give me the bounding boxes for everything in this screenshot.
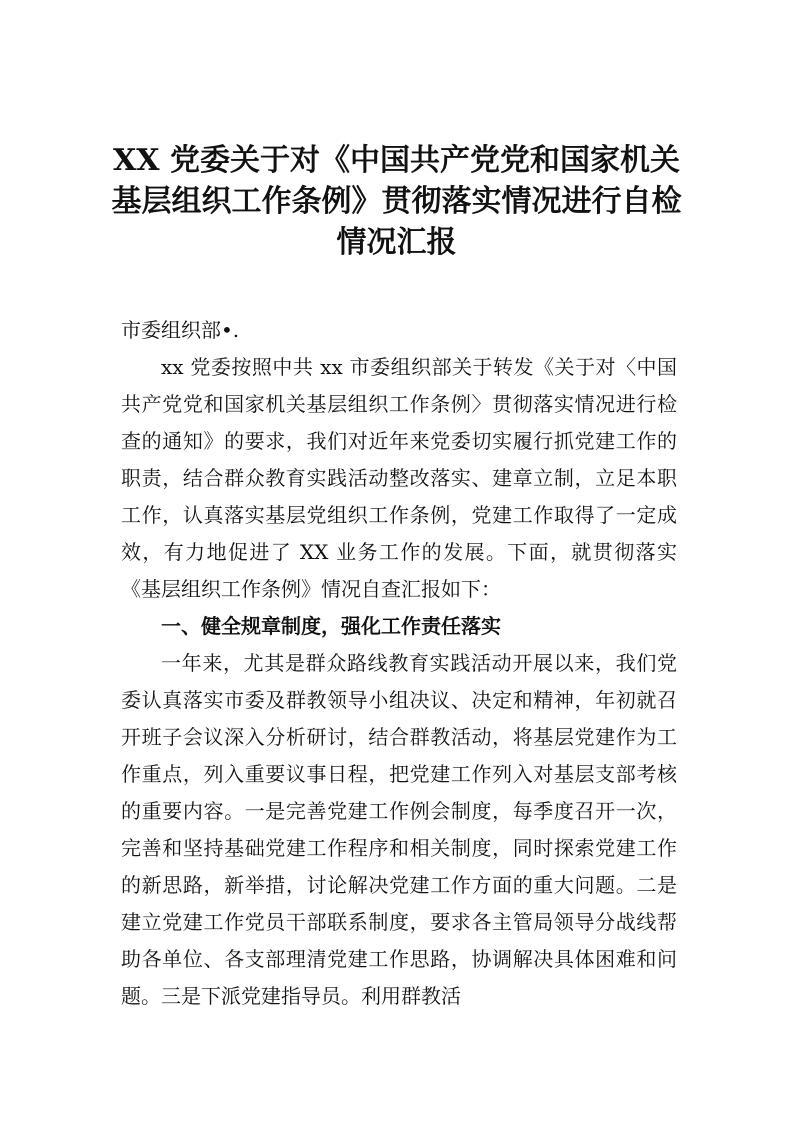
document-title	[100, 140, 693, 263]
title-line-1: XX 党委关于对《中国共产党党和国家机关	[113, 143, 680, 178]
title-line-3: 情况汇报	[336, 225, 457, 260]
addressee: 市委组织部•.	[121, 318, 240, 342]
title-line-2: 基层组织工作条例》贯彻落实情况进行自检	[111, 184, 682, 219]
paragraph-intro: xx 党委按照中共 xx 市委组织部关于转发《关于对〈中国共产党党和国家机关基层组织工作条例〉贯彻落实情况进行检查的通知》的要求，我们对近年来党委切实履行抓党建工作的职责，结合群众教育实践活动整改落实、建章立制，立足本职工作，认真落实基层党组织工作条例，党建工作取得了一定成效，有力地促进了 XX 业务工作的发展。下面，就贯彻落实《基层组织工作条例》情况自查汇报如下：	[121, 355, 677, 601]
paragraph-section-1: 一年来，尤其是群众路线教育实践活动开展以来，我们党委认真落实市委及群教领导小组决议、决定和精神，年初就召开班子会议深入分析研讨，结合群教活动，将基层党建作为工作重点，列入重要议事日程，把党建工作列入对基层支部考核的重要内容。一是完善党建工作例会制度，每季度召开一次，完善和坚持基础党建工作程序和相关制度，同时探索党建工作的新思路，新举措，讨论解决党建工作方面的重大问题。二是建立党建工作党员干部联系制度，要求各主管局领导分战线帮助各单位、各支部理清党建工作思路，协调解决具体困难和问题。三是下派党建指导员。利用群教活	[121, 651, 677, 1008]
document-body	[121, 312, 677, 1015]
section-heading-1: 一、健全规章制度，强化工作责任落实	[161, 614, 501, 638]
